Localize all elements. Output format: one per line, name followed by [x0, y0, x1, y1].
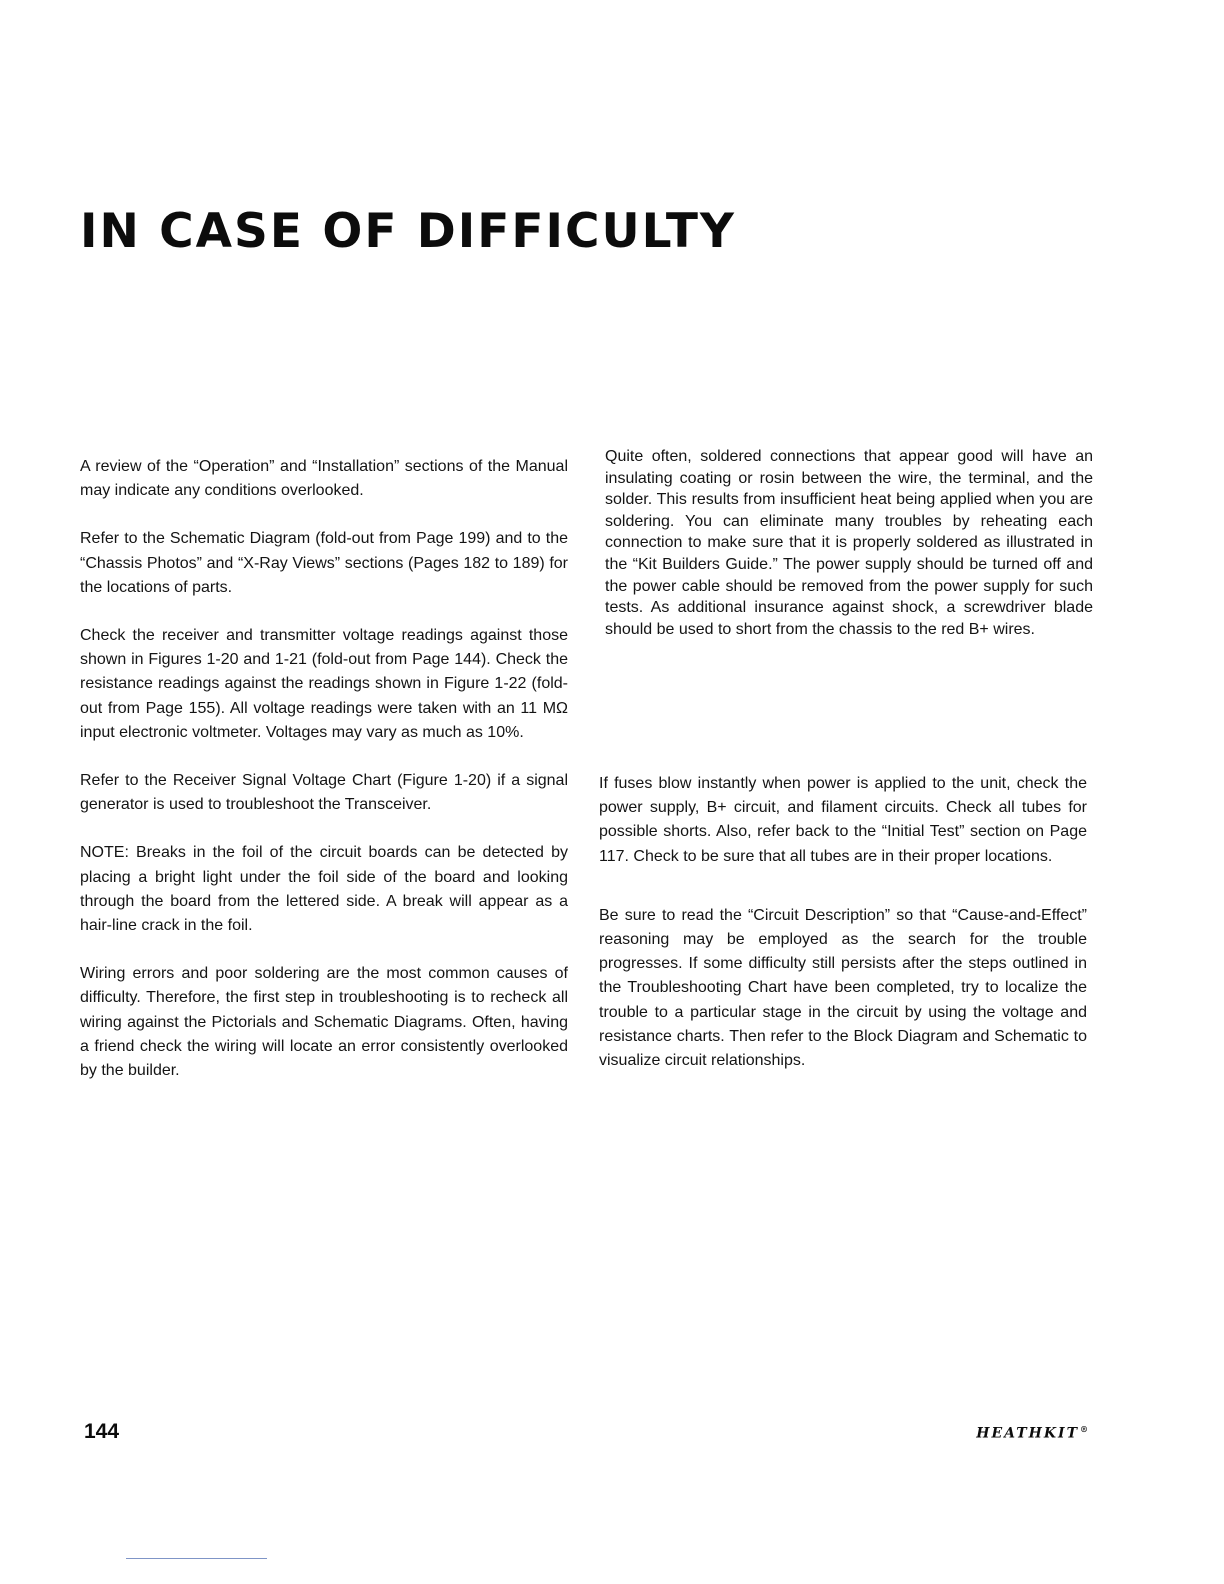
paragraph-circuit-description: Be sure to read the “Circuit Description” so that “Cause-and-Effect” reasoning may be employed as the search for the trouble progresses. If some difficulty still persists after the steps outlined in the Troubleshooting Chart have been completed, try to localize the trouble to a particular stage in the circuit by using the voltage and resistance charts. Then refer to the Block Diagram and Schematic to visualize circuit relationships. [599, 906, 1087, 1070]
left-column [80, 455, 568, 1107]
brand-name: HEATHKIT [976, 1425, 1079, 1442]
brand-logo [976, 1424, 1090, 1442]
right-column-bottom [599, 772, 1087, 1108]
paragraph-foil-breaks-note: NOTE: Breaks in the foil of the circuit boards can be detected by placing a bright light under the foil side of the board and looking through the board from the lettered side. A break will appear as a hair-line crack in the foil. [80, 844, 568, 935]
paragraph-review-sections: A review of the “Operation” and “Installation” sections of the Manual may indicate any conditions overlooked. [80, 458, 568, 500]
paragraph-schematic-reference: Refer to the Schematic Diagram (fold-out from Page 199) and to the “Chassis Photos” and “X-Ray Views” sections (Pages 182 to 189) for the locations of parts. [80, 530, 568, 596]
paragraph-fuses-blow: If fuses blow instantly when power is applied to the unit, check the power supply, B+ circuit, and filament circuits. Check all tubes for possible shorts. Also, refer back to the “Initial Test” section on Page 117. Check to be sure that all tubes are in their proper locations. [599, 775, 1087, 865]
right-column-top [605, 446, 1093, 640]
paragraph-voltage-readings: Check the receiver and transmitter voltage readings against those shown in Figures 1-20 and 1-21 (fold-out from Page 144). Check the resistance readings against the readings shown in Figure 1-22 (fold-out from Page 155). All voltage readings were taken with an 11 MΩ input electronic voltmeter. Voltages may vary as much as 10%. [80, 627, 568, 741]
paragraph-signal-voltage-chart: Refer to the Receiver Signal Voltage Chart (Figure 1-20) if a signal generator is used to troubleshoot the Transceiver. [80, 772, 568, 814]
registered-mark: ® [1080, 1424, 1090, 1434]
footer-rule [126, 1558, 267, 1559]
page-number: 144 [84, 1420, 120, 1443]
paragraph-wiring-errors: Wiring errors and poor soldering are the most common causes of difficulty. Therefore, the first step in troubleshooting is to recheck all wiring against the Pictorials and Schematic Diagrams. Often, having a friend check the wiring will locate an error consistently overlooked by the builder. [80, 965, 568, 1080]
page-title: IN CASE OF DIFFICULTY [80, 204, 736, 259]
paragraph-soldered-connections: Quite often, soldered connections that appear good will have an insulating coating or rosin between the wire, the terminal, and the solder. This results from insufficient heat being applied when you are soldering. You can eliminate many troubles by reheating each connection to make sure that it is properly soldered as illustrated in the “Kit Builders Guide.” The power supply should be turned off and the power cable should be removed from the power supply for such tests. As additional insurance against shock, a screwdriver blade should be used to short from the chassis to the red B+ wires. [605, 448, 1093, 638]
